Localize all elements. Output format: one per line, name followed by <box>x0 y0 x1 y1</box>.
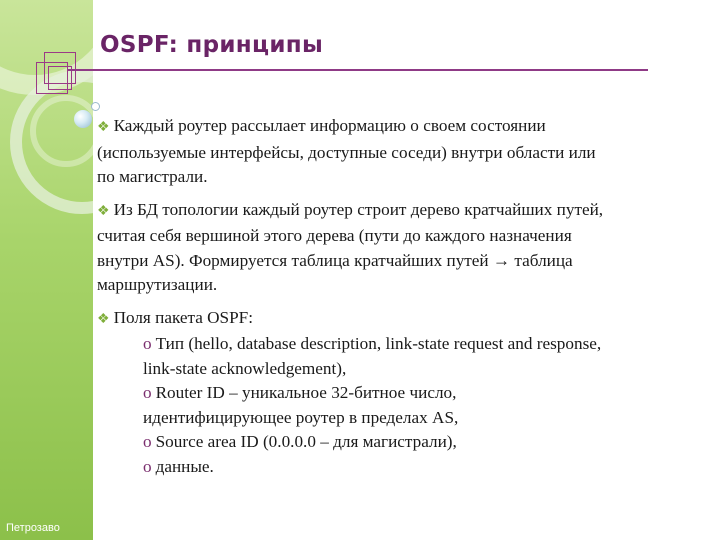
circle-bullet-icon: o <box>143 334 152 353</box>
slide-body <box>97 114 607 479</box>
bullet-text: Из БД топологии каждый роутер строит дерево кратчайших путей, считая себя вершиной этого дерева (пути до каждого назначения внутри AS). Формируется таблица кратчайших путей → таблица маршрутизации. <box>97 199 604 294</box>
sub-bullet-text: Тип (hello, database description, link-state request and response, link-state acknowledgement), <box>143 334 602 378</box>
decorative-dot-icon <box>91 102 100 111</box>
sub-bullet-text: Source area ID (0.0.0.0 – для магистрали), <box>155 432 457 451</box>
slide-title: OSPF: принципы <box>100 32 324 58</box>
sub-bullet-text: Router ID – уникальное 32-битное число, идентифицирующее роутер в пределах AS, <box>143 383 459 427</box>
diamond-bullet-icon: ❖ <box>97 311 110 327</box>
circle-bullet-icon: o <box>143 383 152 402</box>
circle-bullet-icon: o <box>143 432 152 451</box>
footer-text: Петрозаво <box>6 522 60 534</box>
title-divider <box>68 69 648 71</box>
sub-bullet-list <box>143 332 607 479</box>
sub-bullet-item <box>143 455 607 480</box>
bullet-item <box>97 114 607 190</box>
diamond-bullet-icon: ❖ <box>97 120 110 135</box>
bullet-item <box>97 198 607 298</box>
sub-bullet-text: данные. <box>155 456 214 476</box>
sub-bullet-item <box>143 381 607 430</box>
bullet-text: Каждый роутер рассылает информацию о своем состоянии (используемые интерфейсы, доступные соседи) внутри области или по магистрали. <box>97 116 596 186</box>
sub-bullet-item <box>143 332 607 381</box>
sub-bullet-item <box>143 430 607 455</box>
bullet-text: Поля пакета OSPF: <box>113 307 254 327</box>
diamond-bullet-icon: ❖ <box>97 203 110 219</box>
decorative-dot-icon <box>74 110 92 128</box>
decorative-ring <box>30 95 93 167</box>
circle-bullet-icon: o <box>143 456 152 476</box>
bullet-item <box>97 306 607 333</box>
